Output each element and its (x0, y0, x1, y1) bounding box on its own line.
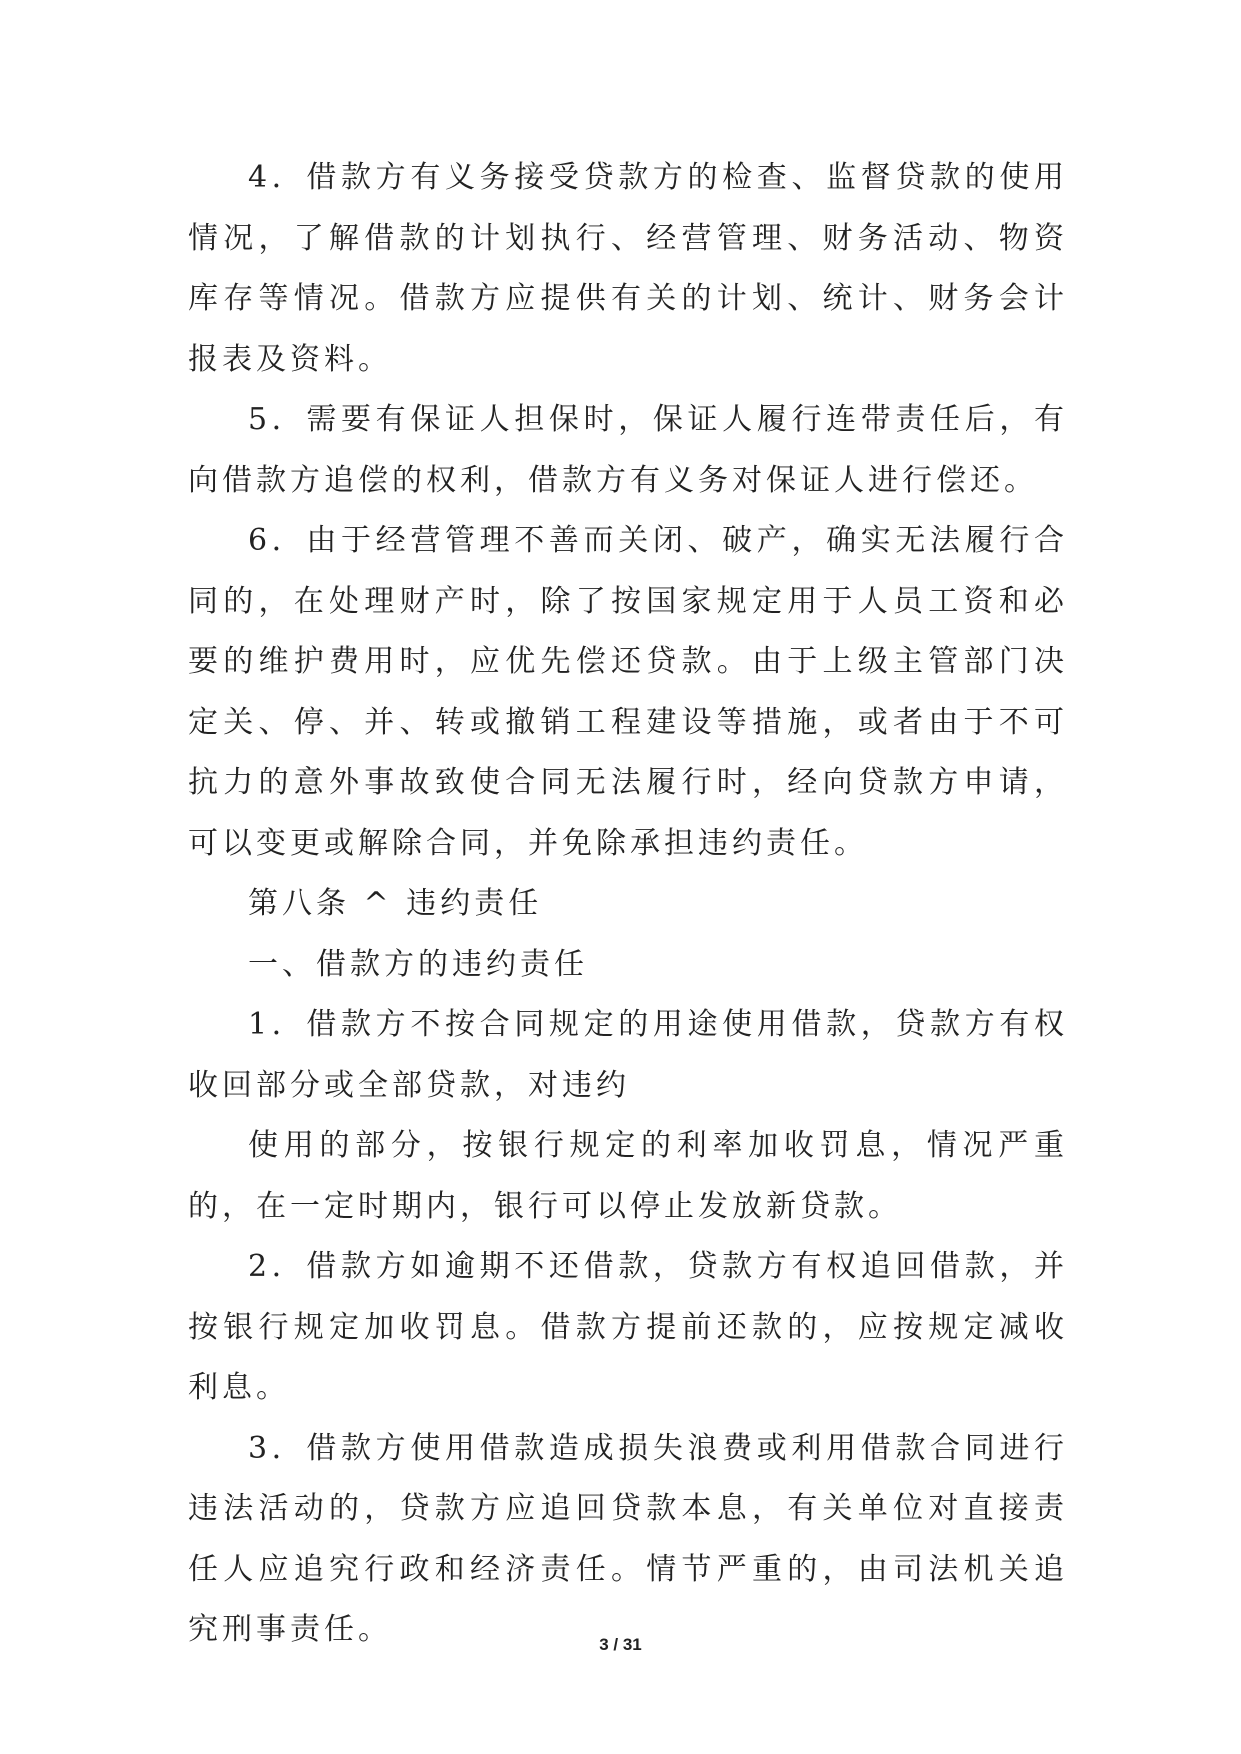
paragraph-clause-6: 6．由于经营管理不善而关闭、破产，确实无法履行合同的，在处理财产时，除了按国家规定用于人员工资和必要的维护费用时，应优先偿还贷款。由于上级主管部门决定关、停、并、转或撤销工程建设等措施，或者由于不可抗力的意外事故致使合同无法履行时，经向贷款方申请，可以变更或解除合同，并免除承担违约责任。 (188, 523, 1068, 861)
document-body (188, 148, 1068, 1661)
page-number: 3 / 31 (599, 1635, 642, 1654)
paragraph-liability-1-continued: 使用的部分，按银行规定的利率加收罚息，情况严重的，在一定时期内，银行可以停止发放新贷款。 (188, 1128, 1068, 1224)
paragraph-liability-2: 2．借款方如逾期不还借款，贷款方有权追回借款，并按银行规定加收罚息。借款方提前还款的，应按规定减收利息。 (188, 1249, 1068, 1405)
paragraph-clause-5: 5．需要有保证人担保时，保证人履行连带责任后，有向借款方追偿的权利，借款方有义务对保证人进行偿还。 (188, 402, 1068, 498)
paragraph-liability-1: 1．借款方不按合同规定的用途使用借款，贷款方有权收回部分或全部贷款，对违约 (188, 1007, 1068, 1103)
paragraph-clause-4: 4．借款方有义务接受贷款方的检查、监督贷款的使用情况，了解借款的计划执行、经营管理、财务活动、物资库存等情况。借款方应提供有关的计划、统计、财务会计报表及资料。 (188, 160, 1068, 377)
article-8-heading: 第八条 ^ 违约责任 (248, 886, 543, 921)
section-heading-borrower-liability: 一、借款方的违约责任 (248, 946, 588, 982)
paragraph-liability-3: 3．借款方使用借款造成损失浪费或利用借款合同进行违法活动的，贷款方应追回贷款本息，有关单位对直接责任人应追究行政和经济责任。情节严重的，由司法机关追究刑事责任。 (188, 1430, 1068, 1647)
